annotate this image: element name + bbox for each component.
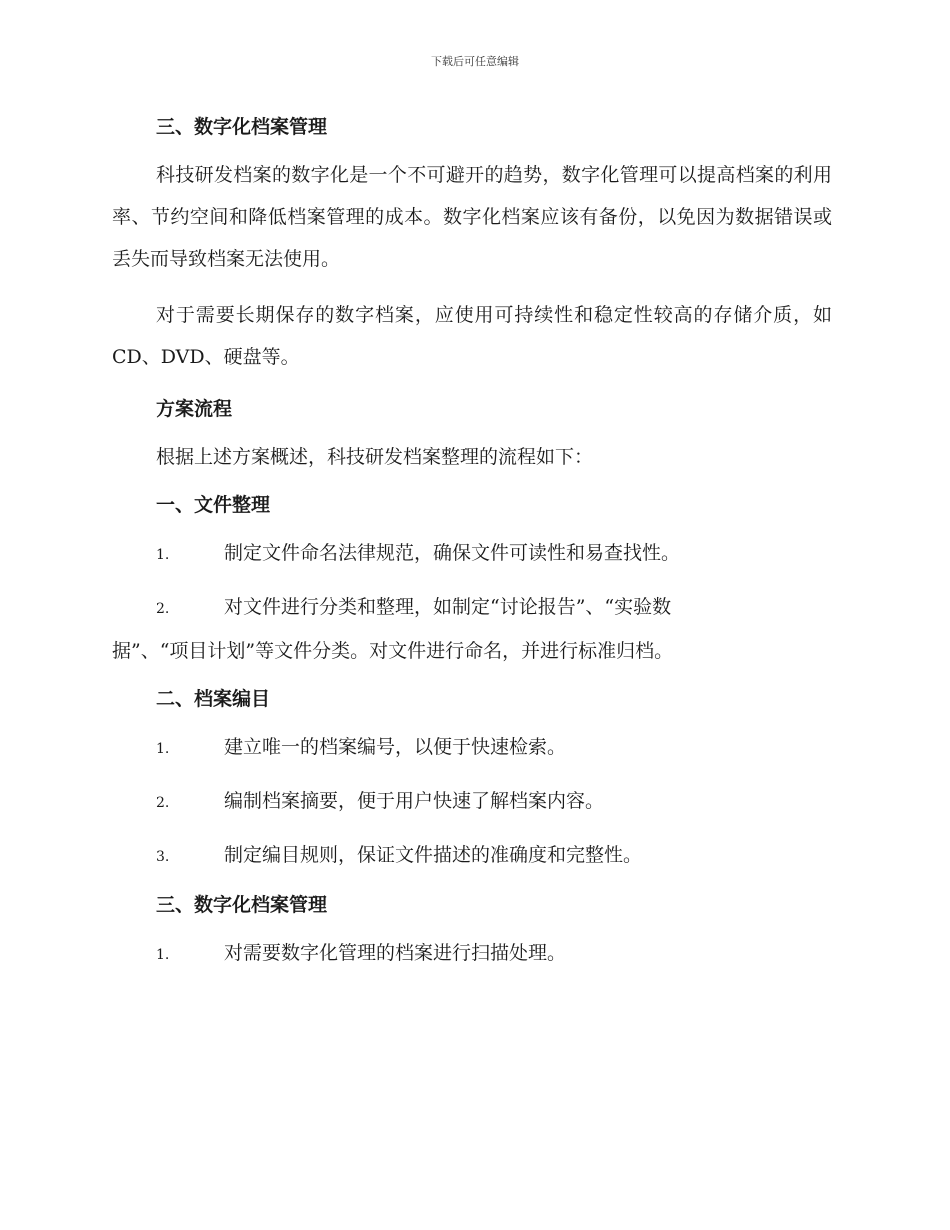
section-heading-cataloging: 二、档案编目: [156, 688, 271, 710]
list-item: [112, 726, 832, 770]
section-heading-file-organization: 一、文件整理: [156, 494, 271, 516]
paragraph-process-intro: 根据上述方案概述，科技研发档案整理的流程如下：: [156, 446, 594, 468]
list-item-text: 建立唯一的档案编号，以便于快速检索。: [224, 736, 567, 758]
list-item: [112, 586, 832, 672]
list-item-text: 制定文件命名法律规范，确保文件可读性和易查找性。: [224, 542, 681, 564]
list-item-text-continued: 据”、“项目计划”等文件分类。对文件进行命名，并进行标准归档。: [112, 640, 674, 662]
document-body: [112, 110, 832, 976]
paragraph-storage-media: 对于需要长期保存的数字档案，应使用可持续性和稳定性较高的存储介质，如CD、DVD、硬盘等。: [112, 304, 832, 368]
list-item-text: 对需要数字化管理的档案进行扫描处理。: [224, 942, 567, 964]
list-item: [112, 532, 832, 576]
list-item: [112, 834, 832, 878]
list-item-text: 制定编目规则，保证文件描述的准确度和完整性。: [224, 844, 643, 866]
page-header: 下载后可任意编辑: [431, 55, 519, 68]
list-number: 2.: [156, 601, 170, 617]
list-number: 1.: [156, 947, 170, 963]
list-item: [112, 932, 832, 976]
paragraph-digitization: 科技研发档案的数字化是一个不可避开的趋势，数字化管理可以提高档案的利用率、节约空间和降低档案管理的成本。数字化档案应该有备份，以免因为数据错误或丢失而导致档案无法使用。: [112, 164, 832, 270]
section-heading-digital-archive-2: 三、数字化档案管理: [156, 894, 328, 916]
section-heading-process: 方案流程: [156, 398, 233, 420]
list-item-text: 编制档案摘要，便于用户快速了解档案内容。: [224, 790, 605, 812]
section-heading-digital-archive: 三、数字化档案管理: [156, 116, 328, 138]
list-item-text: 对文件进行分类和整理，如制定“讨论报告”、“实验数: [224, 596, 672, 618]
list-number: 3.: [156, 849, 170, 865]
list-number: 1.: [156, 547, 170, 563]
list-number: 2.: [156, 795, 170, 811]
list-item: [112, 780, 832, 824]
list-number: 1.: [156, 741, 170, 757]
